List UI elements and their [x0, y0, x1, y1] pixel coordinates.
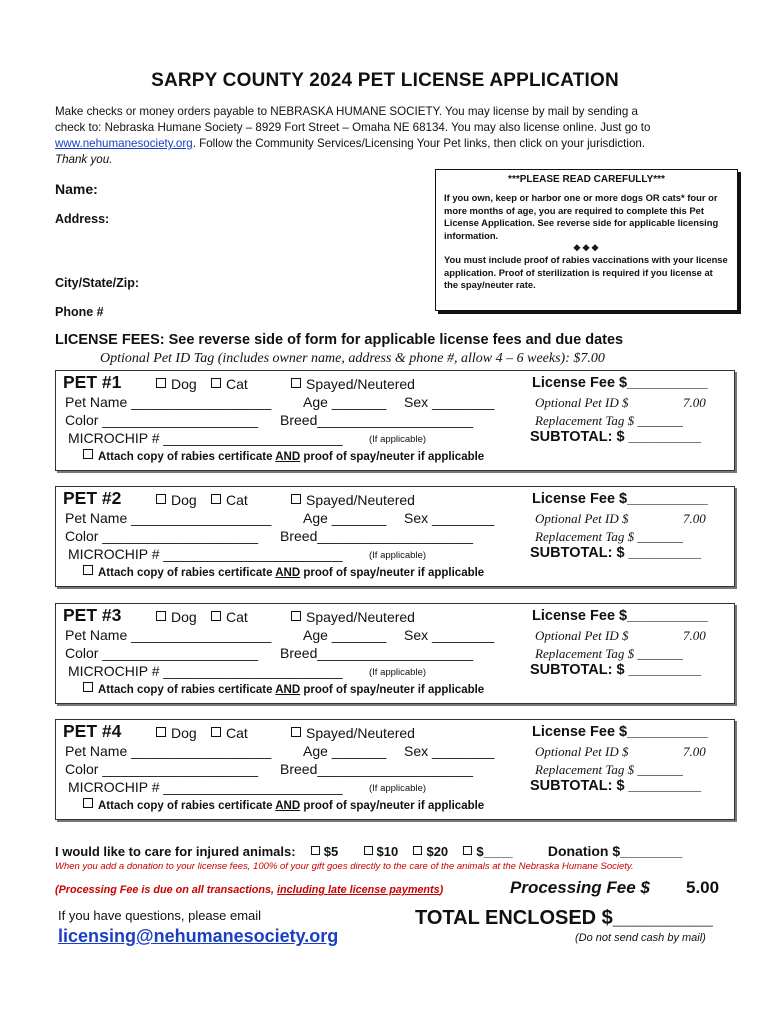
spayed-checkbox[interactable]: [291, 727, 301, 737]
questions-text: If you have questions, please email: [58, 908, 262, 923]
spayed-label: Spayed/Neutered: [306, 492, 415, 508]
license-fee-field[interactable]: License Fee $__________: [532, 608, 708, 624]
spayed-label: Spayed/Neutered: [306, 725, 415, 741]
breed-field[interactable]: Breed____________________: [280, 528, 474, 544]
notice-paragraph-1: If you own, keep or harbor one or more dogs OR cats* four or more months of age, you are required to complete this Pet License Application. See reverse side for applicable licensing information.: [444, 192, 719, 241]
donation-20-checkbox[interactable]: [413, 846, 422, 855]
processing-note-post: ): [439, 884, 444, 896]
attach-checkbox[interactable]: [83, 798, 93, 808]
spayed-option[interactable]: [291, 725, 415, 741]
spayed-label: Spayed/Neutered: [306, 376, 415, 392]
spayed-checkbox[interactable]: [291, 494, 301, 504]
city-state-zip-label: City/State/Zip:: [55, 276, 140, 290]
diamond-divider-icon: ❖❖❖: [572, 243, 601, 254]
donation-5-checkbox[interactable]: [311, 846, 320, 855]
cat-option[interactable]: [211, 376, 248, 392]
intro-text: [55, 104, 725, 168]
donation-other-checkbox[interactable]: [463, 846, 472, 855]
sex-field[interactable]: Sex ________: [404, 743, 495, 759]
address-label: Address:: [55, 212, 110, 226]
contact-email-link[interactable]: licensing@nehumanesociety.org: [58, 926, 339, 946]
replacement-tag-field[interactable]: Replacement Tag $ _______: [535, 762, 683, 777]
name-label: Name:: [55, 181, 98, 197]
donation-option-other[interactable]: [463, 844, 512, 859]
notice-heading: ***PLEASE READ CAREFULLY***: [508, 174, 665, 185]
attach-checkbox[interactable]: [83, 449, 93, 459]
dog-option[interactable]: [156, 492, 197, 508]
attach-text-and: AND: [275, 684, 301, 696]
pet-name-field[interactable]: Pet Name __________________: [65, 510, 272, 526]
age-field[interactable]: Age _______: [303, 394, 387, 410]
spayed-option[interactable]: [291, 492, 415, 508]
spayed-checkbox[interactable]: [291, 378, 301, 388]
dog-label: Dog: [171, 376, 197, 392]
subtotal-field[interactable]: SUBTOTAL: $ _________: [530, 662, 702, 678]
pet-number: PET #3: [63, 605, 122, 625]
breed-field[interactable]: Breed____________________: [280, 412, 474, 428]
donation-option-10[interactable]: [364, 844, 399, 859]
donation-other-label: $____: [476, 844, 513, 859]
attach-note[interactable]: [83, 682, 484, 696]
dog-checkbox[interactable]: [156, 494, 166, 504]
attach-text-pre: Attach copy of rabies certificate: [98, 684, 276, 696]
if-applicable-note: (If applicable): [369, 783, 427, 794]
pet-section-3: [55, 603, 735, 704]
microchip-field[interactable]: MICROCHIP # _______________________: [68, 546, 343, 562]
sex-field[interactable]: Sex ________: [404, 394, 495, 410]
cat-checkbox[interactable]: [211, 727, 221, 737]
intro-line-3-rest: . Follow the Community Services/Licensing Your Pet links, then click on your jurisdiction.: [192, 137, 646, 150]
attach-note[interactable]: [83, 565, 484, 579]
optional-pet-id-label: Optional Pet ID $: [535, 744, 629, 759]
color-field[interactable]: Color ____________________: [65, 528, 259, 544]
attach-text-and: AND: [275, 451, 301, 463]
optional-pet-id-label: Optional Pet ID $: [535, 395, 629, 410]
dog-checkbox[interactable]: [156, 611, 166, 621]
microchip-field[interactable]: MICROCHIP # _______________________: [68, 663, 343, 679]
cat-label: Cat: [226, 492, 248, 508]
dog-label: Dog: [171, 492, 197, 508]
no-cash-note: (Do not send cash by mail): [575, 932, 706, 944]
donation-20-label: $20: [426, 844, 449, 859]
attach-text-pre: Attach copy of rabies certificate: [98, 451, 276, 463]
attach-text-and: AND: [275, 567, 301, 579]
pet-section-2: [55, 486, 735, 587]
dog-option[interactable]: [156, 725, 197, 741]
sex-field[interactable]: Sex ________: [404, 627, 495, 643]
cat-option[interactable]: [211, 725, 248, 741]
phone-label: Phone #: [55, 305, 104, 319]
license-fee-field[interactable]: License Fee $__________: [532, 375, 708, 391]
optional-pet-id-value: 7.00: [683, 511, 706, 526]
cat-checkbox[interactable]: [211, 611, 221, 621]
cat-label: Cat: [226, 725, 248, 741]
pet-name-field[interactable]: Pet Name __________________: [65, 627, 272, 643]
attach-text-post: proof of spay/neuter if applicable: [300, 800, 485, 812]
license-fees-heading: [55, 332, 623, 348]
cat-checkbox[interactable]: [211, 378, 221, 388]
optional-pet-id-label: Optional Pet ID $: [535, 628, 629, 643]
processing-fee-value: 5.00: [686, 878, 720, 897]
donation-option-5[interactable]: [311, 844, 338, 859]
optional-pet-id-value: 7.00: [683, 744, 706, 759]
attach-checkbox[interactable]: [83, 682, 93, 692]
dog-option[interactable]: [156, 609, 197, 625]
license-fee-field[interactable]: License Fee $__________: [532, 724, 708, 740]
spayed-option[interactable]: [291, 609, 415, 625]
if-applicable-note: (If applicable): [369, 550, 427, 561]
optional-pet-id-label: Optional Pet ID $: [535, 511, 629, 526]
cat-option[interactable]: [211, 609, 248, 625]
dog-label: Dog: [171, 725, 197, 741]
pet-number: PET #4: [63, 721, 122, 741]
subtotal-field[interactable]: SUBTOTAL: $ _________: [530, 429, 702, 445]
dog-label: Dog: [171, 609, 197, 625]
total-enclosed-field[interactable]: TOTAL ENCLOSED $_________: [415, 907, 713, 929]
processing-note-pre: (Processing Fee is due on all transactions,: [55, 884, 278, 896]
age-field[interactable]: Age _______: [303, 510, 387, 526]
attach-text-post: proof of spay/neuter if applicable: [300, 567, 485, 579]
color-field[interactable]: Color ____________________: [65, 761, 259, 777]
breed-field[interactable]: Breed____________________: [280, 645, 474, 661]
attach-text-post: proof of spay/neuter if applicable: [300, 684, 485, 696]
pet-number: PET #2: [63, 488, 122, 508]
donation-amount-field[interactable]: Donation $________: [547, 843, 683, 859]
optional-pet-id-value: 7.00: [683, 628, 706, 643]
spayed-option[interactable]: [291, 376, 415, 392]
license-fees-heading-rest: : See reverse side of form for applicable license fees and due dates: [159, 332, 624, 348]
license-fee-field[interactable]: License Fee $__________: [532, 491, 708, 507]
cat-checkbox[interactable]: [211, 494, 221, 504]
processing-fee-note: [55, 884, 443, 896]
intro-line-3: [55, 136, 725, 152]
cat-option[interactable]: [211, 492, 248, 508]
donation-10-label: $10: [376, 844, 399, 859]
donation-5-label: $5: [323, 844, 339, 859]
spayed-checkbox[interactable]: [291, 611, 301, 621]
pet-name-field[interactable]: Pet Name __________________: [65, 743, 272, 759]
form-title: SARPY COUNTY 2024 PET LICENSE APPLICATION: [151, 70, 619, 91]
processing-fee-label: Processing Fee $: [510, 878, 650, 897]
donation-label: I would like to care for injured animals:: [55, 844, 300, 859]
attach-text-post: proof of spay/neuter if applicable: [300, 451, 485, 463]
breed-field[interactable]: Breed____________________: [280, 761, 474, 777]
sex-field[interactable]: Sex ________: [404, 510, 495, 526]
subtotal-field[interactable]: SUBTOTAL: $ _________: [530, 778, 702, 794]
age-field[interactable]: Age _______: [303, 743, 387, 759]
attach-checkbox[interactable]: [83, 565, 93, 575]
color-field[interactable]: Color ____________________: [65, 412, 259, 428]
pet-section-4: [55, 719, 735, 820]
cat-label: Cat: [226, 376, 248, 392]
dog-checkbox[interactable]: [156, 378, 166, 388]
dog-option[interactable]: [156, 376, 197, 392]
donation-option-20[interactable]: [413, 844, 448, 859]
processing-note-underlined: including late license payments: [277, 884, 440, 896]
website-link[interactable]: www.nehumanesociety.org: [55, 137, 193, 150]
pet-name-field[interactable]: Pet Name __________________: [65, 394, 272, 410]
notice-box: [435, 169, 738, 311]
if-applicable-note: (If applicable): [369, 667, 427, 678]
attach-note[interactable]: [83, 798, 484, 812]
color-field[interactable]: Color ____________________: [65, 645, 259, 661]
replacement-tag-field[interactable]: Replacement Tag $ _______: [535, 646, 683, 661]
donation-row: [55, 843, 682, 859]
notice-paragraph-2: You must include proof of rabies vaccinations with your license application. Proof of sterilization is required if you license at the spay/neuter rate.: [444, 254, 728, 291]
donation-note: When you add a donation to your license fees, 100% of your gift goes directly to the care of the animals at the Nebraska Humane Society.: [55, 861, 634, 872]
thanks-text: Thank you.: [55, 153, 113, 166]
dog-checkbox[interactable]: [156, 727, 166, 737]
microchip-field[interactable]: MICROCHIP # _______________________: [68, 779, 343, 795]
attach-note[interactable]: [83, 449, 484, 463]
optional-tag-note: Optional Pet ID Tag (includes owner name, address & phone #, allow 4 – 6 weeks): $7.00: [100, 351, 605, 366]
license-fees-heading-bold: LICENSE FEES: [55, 332, 160, 348]
intro-line-1: Make checks or money orders payable to NEBRASKA HUMANE SOCIETY. You may license by mail by sending a: [55, 105, 638, 118]
replacement-tag-field[interactable]: Replacement Tag $ _______: [535, 529, 683, 544]
donation-10-checkbox[interactable]: [364, 846, 373, 855]
attach-text-pre: Attach copy of rabies certificate: [98, 567, 276, 579]
pet-section-1: [55, 370, 735, 471]
subtotal-field[interactable]: SUBTOTAL: $ _________: [530, 545, 702, 561]
optional-pet-id-value: 7.00: [683, 395, 706, 410]
spayed-label: Spayed/Neutered: [306, 609, 415, 625]
attach-text-pre: Attach copy of rabies certificate: [98, 800, 276, 812]
age-field[interactable]: Age _______: [303, 627, 387, 643]
if-applicable-note: (If applicable): [369, 434, 427, 445]
replacement-tag-field[interactable]: Replacement Tag $ _______: [535, 413, 683, 428]
pet-number: PET #1: [63, 372, 122, 392]
microchip-field[interactable]: MICROCHIP # _______________________: [68, 430, 343, 446]
intro-line-2: check to: Nebraska Humane Society – 8929 Fort Street – Omaha NE 68134. You may also license online. Just go to: [55, 121, 651, 134]
cat-label: Cat: [226, 609, 248, 625]
attach-text-and: AND: [275, 800, 301, 812]
